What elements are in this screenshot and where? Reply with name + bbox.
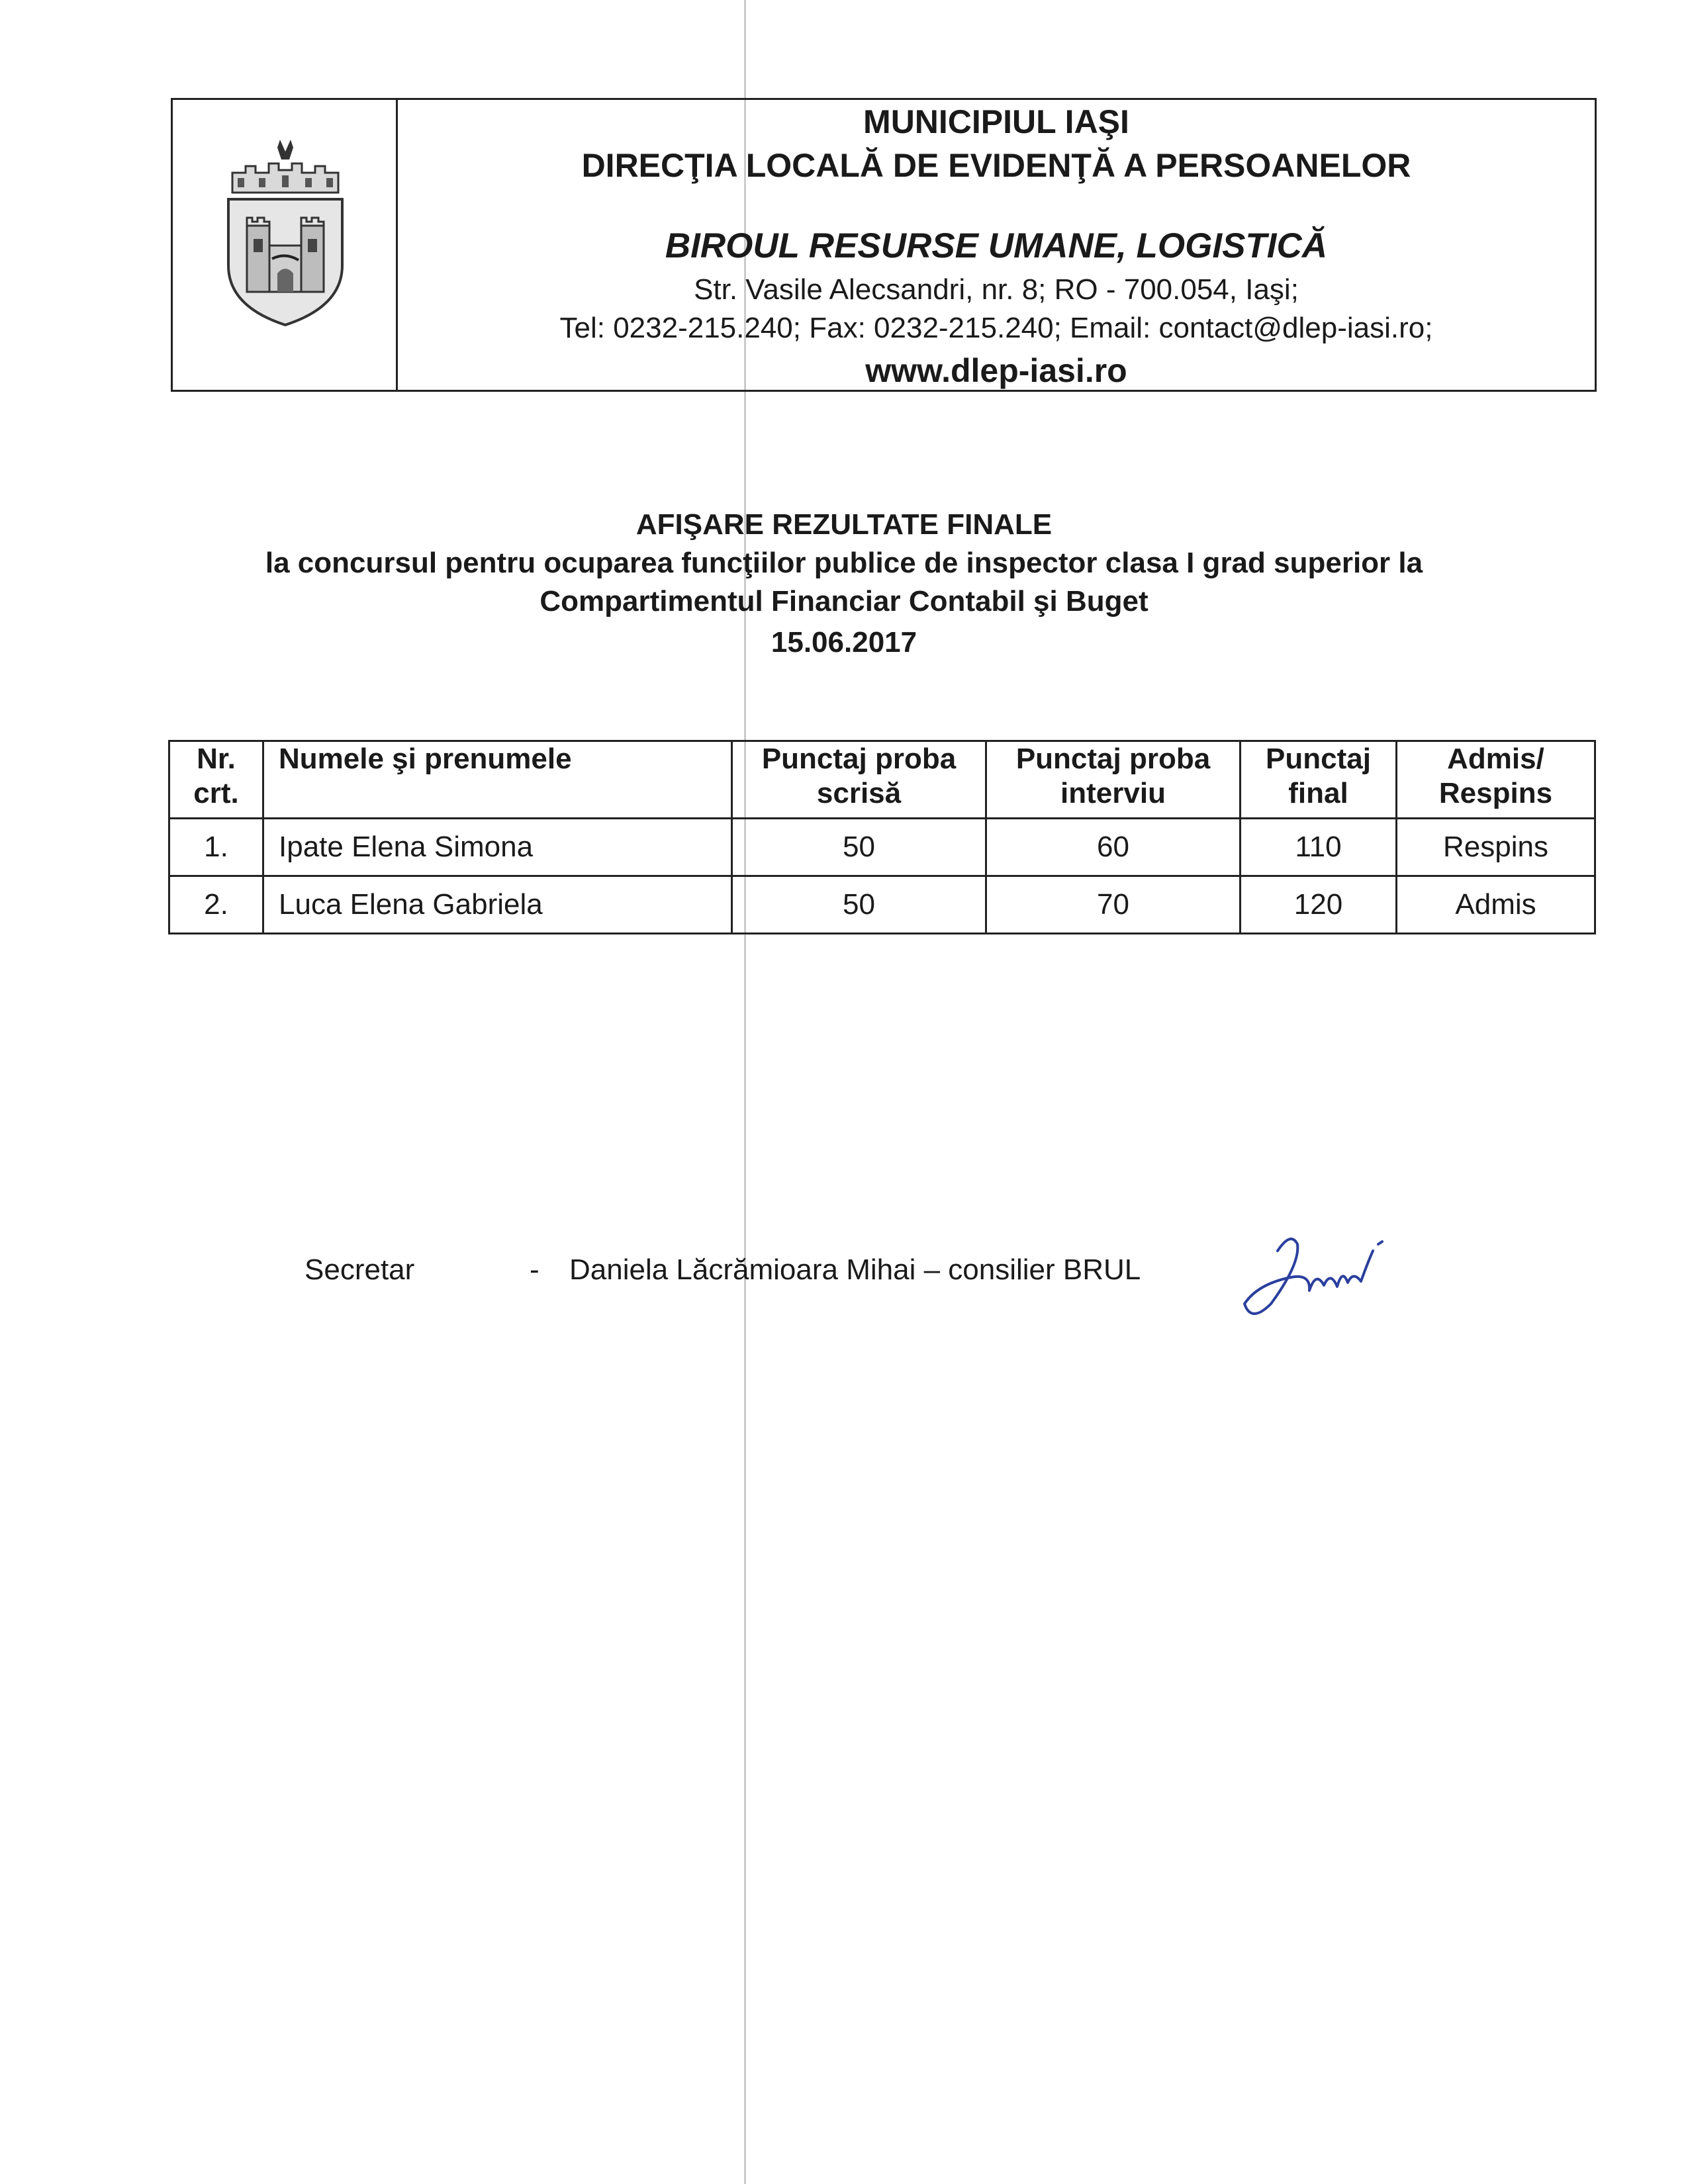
signer-name: Daniela Lăcrămioara Mihai – consilier BRUL	[569, 1253, 1141, 1286]
row-written-score: 50	[732, 876, 986, 934]
row-final-score: 110	[1241, 819, 1397, 876]
row-name: Luca Elena Gabriela	[263, 876, 732, 934]
contact-info: Tel: 0232-215.240; Fax: 0232-215.240; Email: contact@dlep-iasi.ro;	[559, 312, 1433, 344]
table-row	[169, 819, 1595, 876]
table-header-row	[169, 741, 1595, 819]
office-name: BIROUL RESURSE UMANE, LOGISTICĂ	[665, 226, 1328, 265]
header-final-score: Punctaj final	[1241, 741, 1397, 819]
document-title: AFIŞARE REZULTATE FINALE	[635, 508, 1053, 541]
municipality-name: MUNICIPIUL IAŞI	[863, 103, 1129, 140]
row-final-score: 120	[1241, 876, 1397, 934]
row-nr: 2.	[169, 876, 263, 934]
row-interview-score: 70	[986, 876, 1241, 934]
row-name: Ipate Elena Simona	[263, 819, 732, 876]
header-result: Admis/ Respins	[1397, 741, 1595, 819]
results-table	[168, 740, 1596, 934]
row-nr: 1.	[169, 819, 263, 876]
document-date: 15.06.2017	[771, 626, 917, 659]
letterhead-text	[398, 100, 1595, 390]
crest-cell	[173, 100, 398, 390]
signer-dash: -	[530, 1253, 539, 1286]
iasi-coat-of-arms-icon	[219, 133, 352, 332]
row-written-score: 50	[732, 819, 986, 876]
header-interview-score: Punctaj proba interviu	[986, 741, 1241, 819]
signer-role: Secretar	[305, 1253, 415, 1286]
document-subtitle: la concursul pentru ocuparea funcţiilor publice de inspector clasa I grad superior la	[265, 547, 1423, 579]
address: Str. Vasile Alecsandri, nr. 8; RO - 700.054, Iaşi;	[694, 273, 1299, 306]
website-link[interactable]: www.dlep-iasi.ro	[865, 352, 1127, 389]
directorate-name: DIRECŢIA LOCALĂ DE EVIDENŢĂ A PERSOANELOR	[581, 147, 1411, 184]
letterhead	[171, 98, 1597, 392]
row-interview-score: 60	[986, 819, 1241, 876]
document-department: Compartimentul Financiar Contabil şi Buget	[539, 585, 1149, 617]
row-result: Respins	[1397, 819, 1595, 876]
handwritten-signature-icon	[1231, 1224, 1403, 1324]
table-row	[169, 876, 1595, 934]
header-written-score: Punctaj proba scrisă	[732, 741, 986, 819]
header-name: Numele şi prenumele	[263, 741, 732, 819]
row-result: Admis	[1397, 876, 1595, 934]
header-nr: Nr. crt.	[169, 741, 263, 819]
